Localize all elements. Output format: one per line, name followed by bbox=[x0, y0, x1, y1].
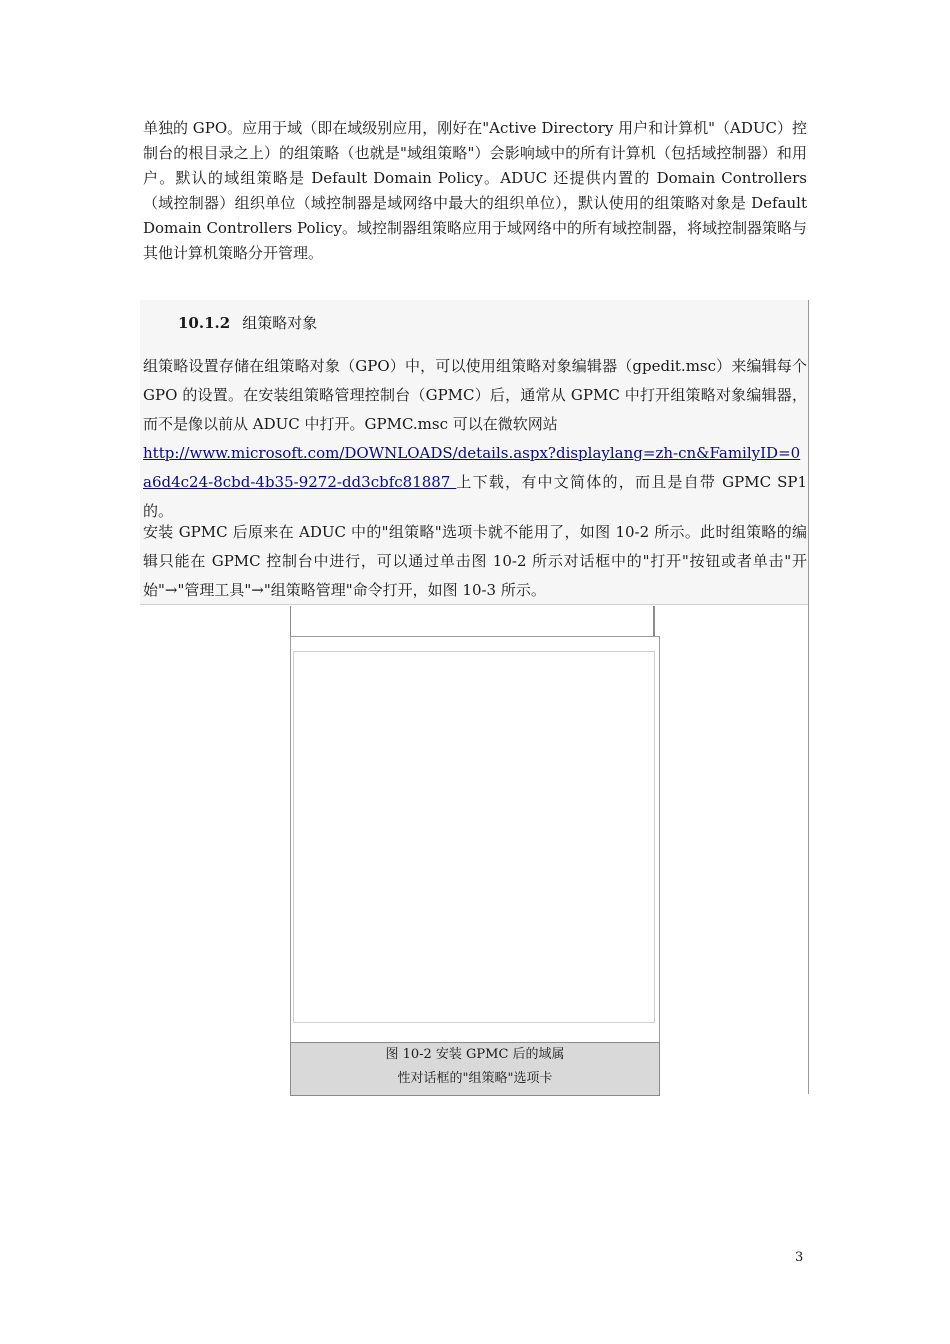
section-heading bbox=[178, 312, 317, 334]
figure-caption bbox=[290, 1042, 660, 1096]
caption-line-1: 图 10-2 安装 GPMC 后的域属 bbox=[385, 1047, 565, 1062]
caption-line-2: 性对话框的"组策略"选项卡 bbox=[397, 1071, 553, 1086]
section-paragraph-2: 安装 GPMC 后原来在 ADUC 中的"组策略"选项卡就不能用了，如图 10-2 所示。此时组策略的编辑只能在 GPMC 控制台中进行，可以通过单击图 10-2 所示对话框中的"打开"按钮或者单击"开始"→"管理工具"→"组策略管理"命令打开，如图 10-3 所示。 bbox=[143, 523, 807, 599]
figure-image-placeholder bbox=[293, 651, 655, 1023]
section-number: 10.1.2 bbox=[178, 314, 231, 332]
figure-image-frame bbox=[290, 636, 660, 1044]
intro-paragraph: 单独的 GPO。应用于域（即在域级别应用，刚好在"Active Directory 用户和计算机"（ADUC）控制台的根目录之上）的组策略（也就是"域组策略"）会影响域中的所有计算机（包括域控制器）和用户。默认的域组策略是 Default Domain Policy。ADUC 还提供内置的 Domain Controllers（域控制器）组织单位（域控制器是域网络中最大的组织单位），默认使用的组策略对象是 Default Domain Controllers Policy。域控制器组策略应用于域网络中的所有域控制器，将域控制器策略与其他计算机策略分开管理。 bbox=[143, 119, 807, 262]
paragraph-text: 组策略设置存储在组策略对象（GPO）中，可以使用组策略对象编辑器（gpedit.msc）来编辑每个 GPO 的设置。在安装组策略管理控制台（GPMC）后，通常从 GPMC 中打开组策略对象编辑器，而不是像以前从 ADUC 中打开。GPMC.msc 可以在微软网站 bbox=[143, 357, 807, 433]
figure-top-cell bbox=[290, 606, 655, 637]
page-number: 3 bbox=[795, 1250, 804, 1265]
right-border-rule bbox=[808, 300, 809, 1094]
section-paragraph-1 bbox=[143, 352, 807, 526]
paragraph-text: 上下载，有中文简体的，而且是自带 GPMC SP1 的。 bbox=[143, 473, 807, 520]
section-title: 组策略对象 bbox=[242, 314, 318, 332]
download-link[interactable]: http://www.microsoft.com/DOWNLOADS/details.aspx?displaylang=zh-cn&FamilyID=0a6d4c24-8cbd-4b35-9272-dd3cbfc81887 bbox=[143, 444, 801, 491]
